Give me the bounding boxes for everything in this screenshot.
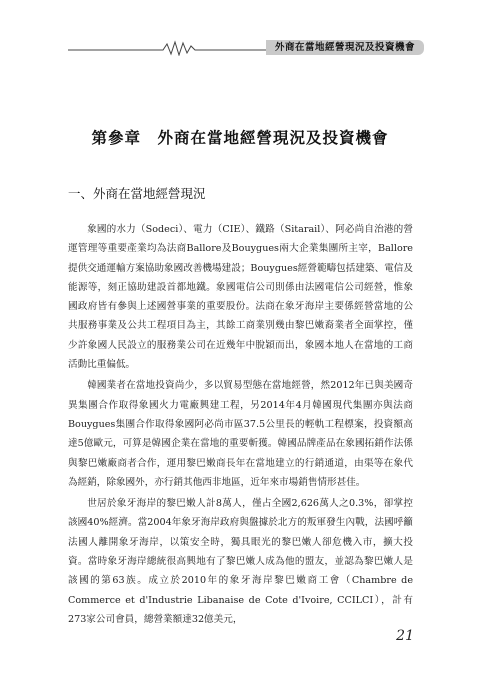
paragraph: 象國的水力（Sodeci）、電力（CIE）、鐵路（Sitarail）、阿必尚自治港的營運管理等重要產業均為法商Ballore及Bouygues兩大企業集團所主宰，Ballore提供交通運輸方案協助象國改善機場建設；Bouygues經營範疇包括建築、電信及能源等，刻正協助建設首都地鐵。象國電信公司則係由法國電信公司經營，惟象國政府皆有參與上述國營事業的重要股份。法商在象牙海岸主要係經營當地的公共服務事業及公共工程項目為主，其餘工商業別幾由黎巴嫩裔業者全面掌控，僅少許象國人民設立的服務業公司在近幾年中脫穎而出，象國本地人在當地的工商活動比重偏低。 — [68, 224, 413, 371]
page-number: 21 — [396, 628, 414, 644]
section-title: 一、外商在當地經營現況 — [68, 186, 206, 201]
paragraph: 韓國業者在當地投資尚少，多以貿易型態在當地經營，然2012年已與美國奇異集團合作取得象國火力電廠興建工程，另2014年4月韓國現代集團亦與法商Bouygues集團合作取得象國阿必尚市區37.5公里長的輕軌工程標案，投資額高達5億歐元，可算是韓國企業在當地的重要斬獲。韓國品牌產品在象國拓銷作法係與黎巴嫩廠商者合作，運用黎巴嫩商長年在當地建立的行銷通道，由渠等在象代為經銷，除象國外，亦行銷其他西非地區，近年來市場銷售情形甚佳。 — [68, 380, 413, 488]
paragraph: 世居於象牙海岸的黎巴嫩人計8萬人，僅占全國2,626萬人之0.3%，卻掌控該國40%經濟。當2004年象牙海岸政府與盤據於北方的叛軍發生內戰，法國呼籲法國人離開象牙海岸，以策安全時，獨具眼光的黎巴嫩人卻危機入市，擴大投資。當時象牙海岸總統很高興地有了黎巴嫩人成為他的盟友，並認為黎巴嫩人是該國的第63族。成立於2010年的象牙海岸黎巴嫩商工會（Chambre de Commerce et d'Industrie Libanaise de Cote d'Ivoire, CCILCI），計有273家公司會員，總營業額達32億美元， — [68, 498, 413, 625]
chapter-title: 第參章 外商在當地經營現況及投資機會 — [91, 128, 389, 147]
body-text — [68, 220, 413, 631]
heartbeat-line-icon — [68, 40, 268, 56]
running-header — [68, 40, 424, 56]
running-title: 外商在當地經營現況及投資機會 — [266, 40, 424, 55]
